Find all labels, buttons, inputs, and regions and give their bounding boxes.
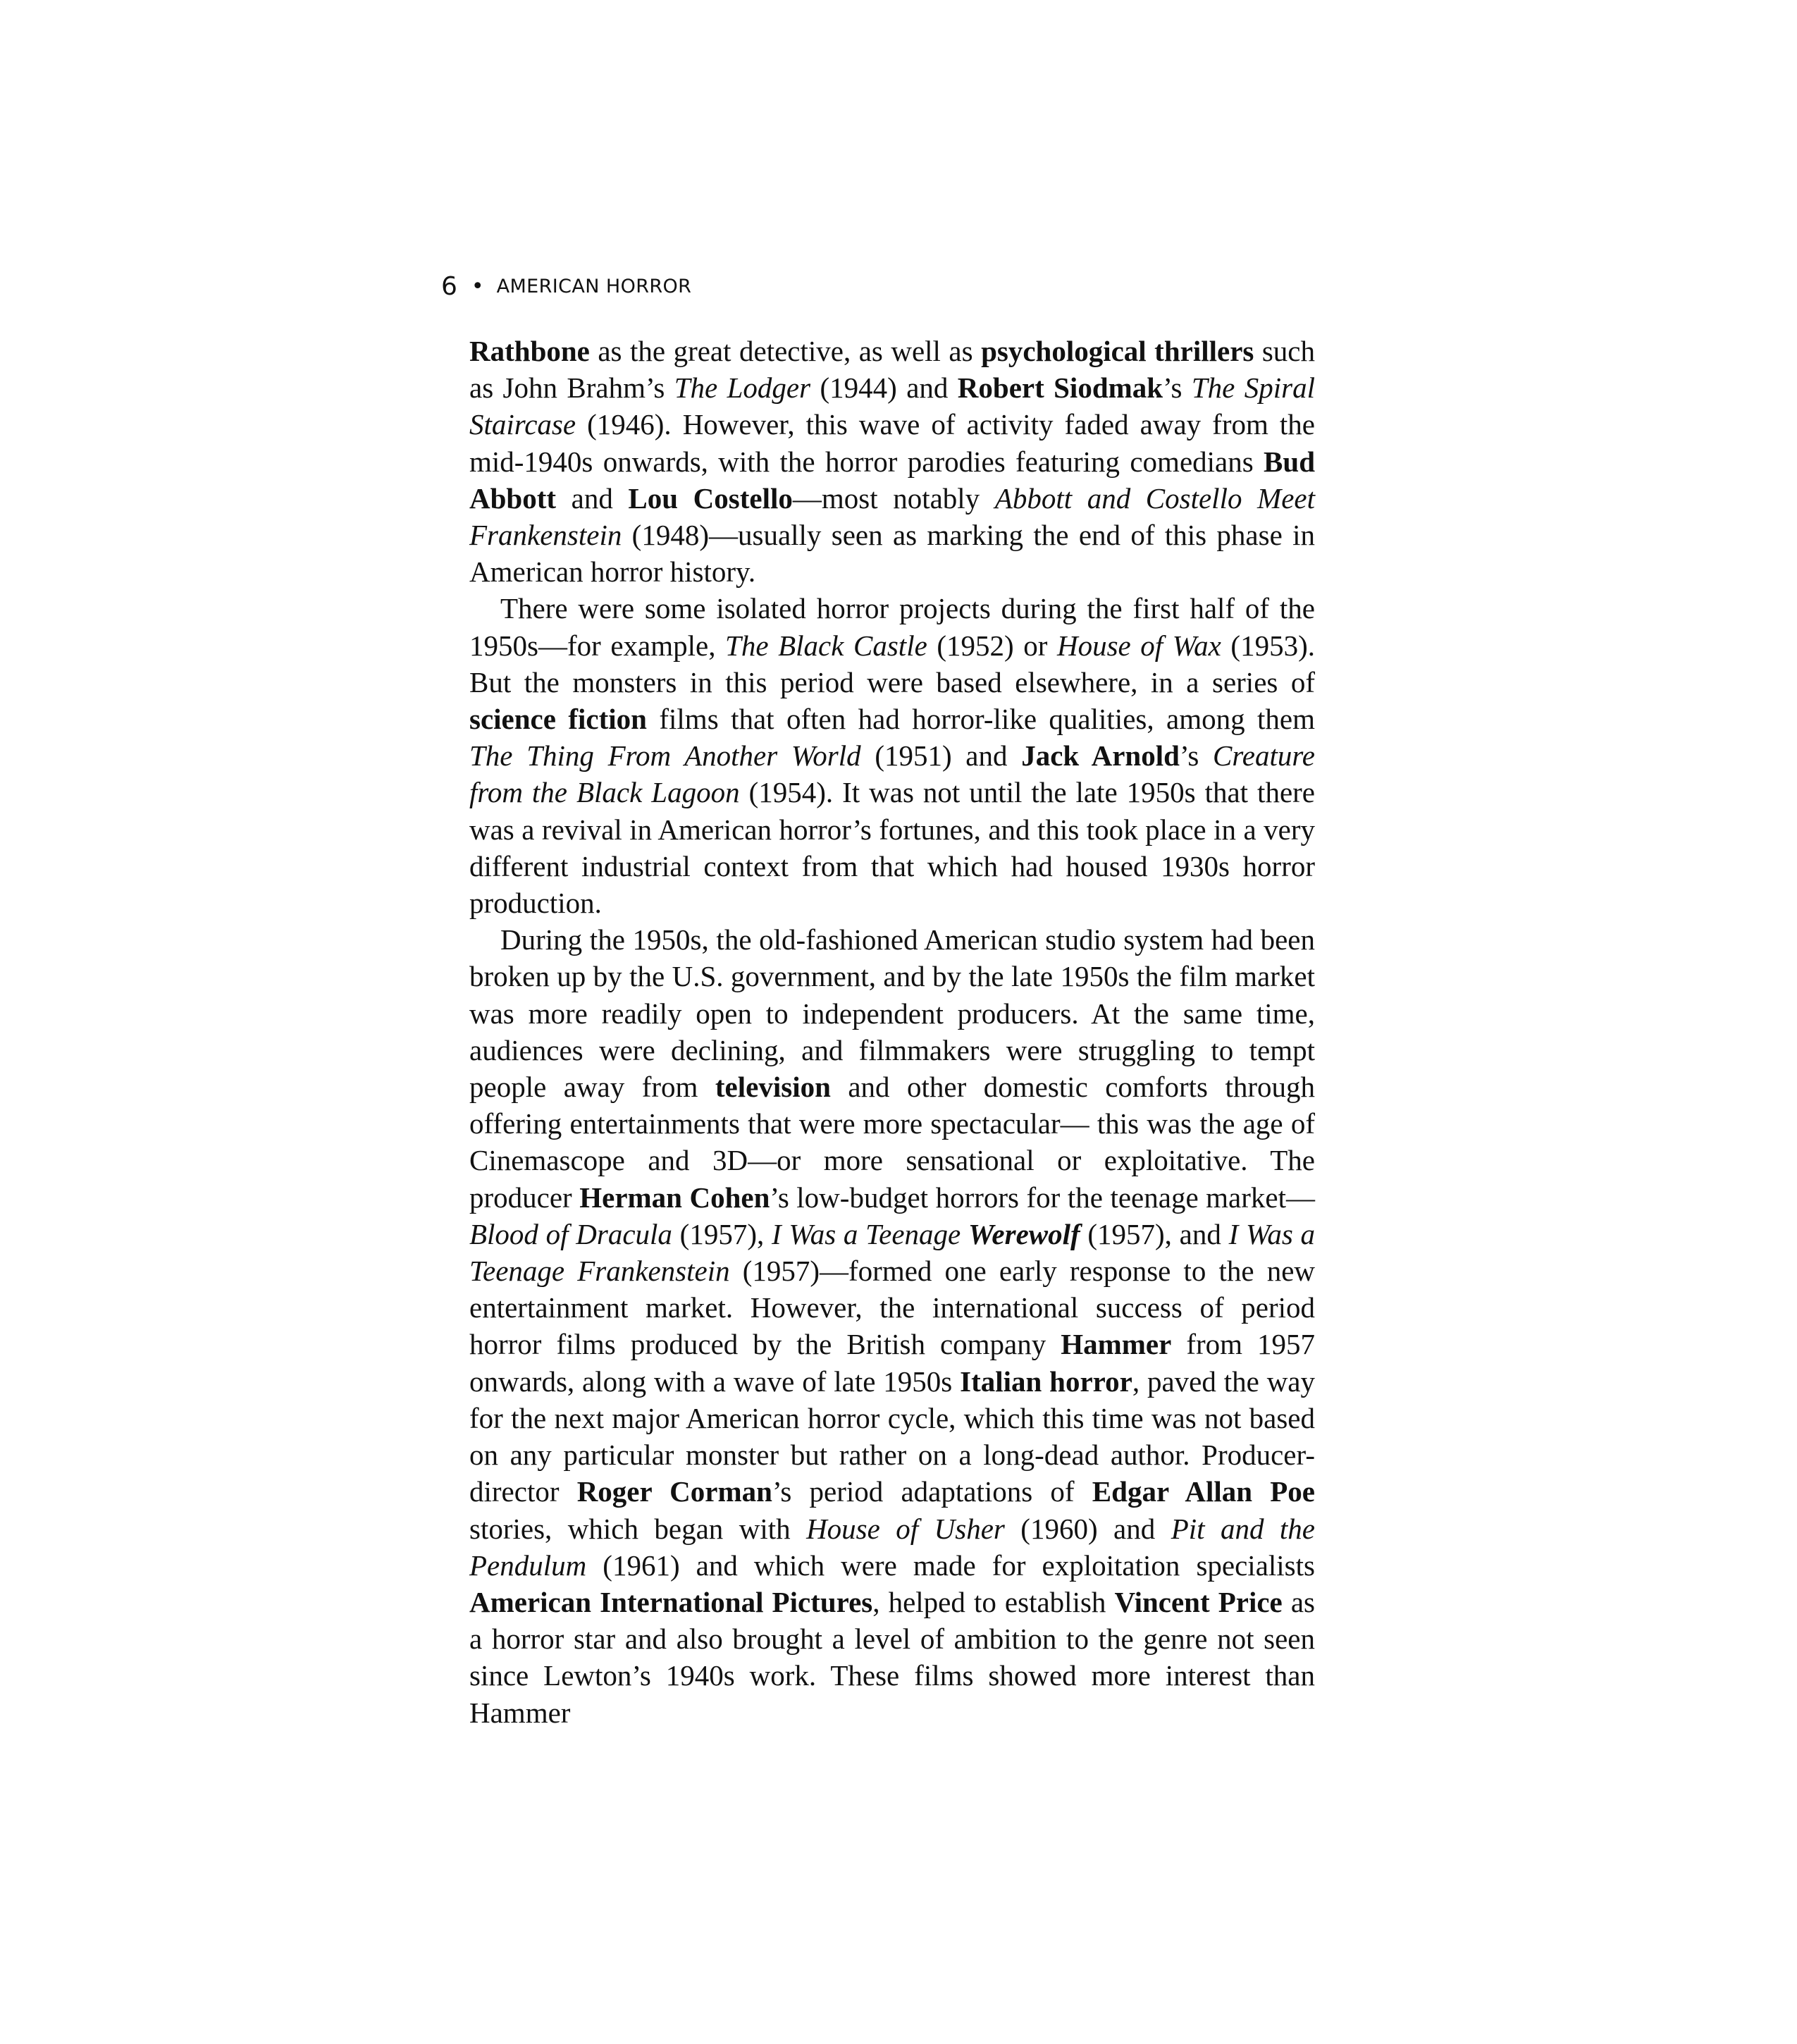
text-run: —most notably (792, 481, 995, 515)
paragraph-3 (469, 921, 1315, 1730)
bold-term: Robert Siodmak (957, 371, 1163, 405)
text-run: (1944) and (810, 371, 958, 405)
bold-term: Lou Costello (628, 481, 793, 515)
bold-term: Jack Arnold (1021, 739, 1180, 772)
text-run: ’s (1179, 739, 1213, 772)
bold-term: Edgar Allan Poe (1092, 1475, 1316, 1508)
italic-title: The Lodger (674, 371, 811, 405)
page-number: 6 (441, 272, 457, 301)
text-run: as a horror star and also brought a level of ambition to the genre not seen since Lewton’s 1940s work. These films showed more interest than Hammer (469, 1585, 1315, 1729)
bold-term: Hammer (1061, 1328, 1172, 1361)
italic-title: Blood of Dracula (469, 1217, 672, 1250)
bold-term: television (715, 1071, 831, 1104)
italic-title: House of Wax (1056, 629, 1221, 662)
text-run: ’s period adaptations of (772, 1475, 1092, 1508)
bold-term: Herman Cohen (579, 1181, 770, 1214)
text-run: (1960) and (1004, 1512, 1171, 1545)
bold-italic-term: Werewolf (968, 1217, 1080, 1250)
bold-term: Roger Corman (576, 1475, 772, 1508)
text-run: (1957), and (1080, 1217, 1229, 1250)
italic-title: The Thing From Another World (469, 739, 861, 772)
bold-term: Vincent Price (1114, 1585, 1283, 1618)
italic-title: I Was a Teenage (771, 1217, 961, 1250)
text-run: such as John Brahm’s (469, 335, 1315, 405)
paragraph-2 (469, 590, 1315, 921)
text-run: (1951) and (860, 739, 1022, 772)
text-run: , helped to establish (872, 1585, 1115, 1618)
text-run: films that often had horror-like qualities, among them (646, 703, 1315, 736)
text-run: (1946). However, this wave of activity faded away from the mid-1940s onwards, with the horror parodies featuring comedians (469, 408, 1315, 478)
text-run: (1957), (672, 1217, 772, 1250)
bold-term: Italian horror (960, 1365, 1132, 1398)
running-head-title: AMERICAN HORROR (496, 276, 692, 297)
italic-title: I Was a Teenage Frankenstein (469, 1217, 1316, 1288)
bold-term: science fiction (469, 703, 647, 736)
italic-title: House of Usher (806, 1512, 1005, 1545)
italic-title: The Spiral Staircase (469, 371, 1315, 441)
text-run: (1957)—formed one early response to the new entertainment market. However, the international success of period horror films produced by the British company (469, 1255, 1316, 1361)
body-text (469, 333, 1315, 1731)
text-run: (1953). But the monsters in this period were based elsewhere, in a series of (469, 629, 1315, 698)
italic-title: Pit and the Pendulum (469, 1512, 1315, 1582)
text-run: as the great detective, as well as (589, 335, 982, 367)
text-run: , paved the way for the next major American horror cycle, which this time was not based on any particular monster but rather on a long-dead author. Producer-director (469, 1365, 1315, 1508)
bold-term: psychological thrillers (981, 335, 1254, 367)
text-run: There were some isolated horror projects during the first half of the 1950s—for example, (469, 592, 1315, 662)
bold-term: Rathbone (469, 335, 590, 367)
bold-term: American International Pictures (469, 1585, 873, 1618)
running-head (441, 272, 691, 303)
italic-title: Creature from the Black Lagoon (469, 739, 1315, 809)
text-run: (1954). It was not until the late 1950s that there was a revival in American horror’s fortunes, and this took place in a very different industrial context from that which had housed 1930s horror production. (469, 776, 1315, 920)
text-run: and (556, 481, 629, 515)
text-run: (1961) and which were made for exploitation specialists (586, 1549, 1315, 1582)
text-run: (1948)—usually seen as marking the end of this phase in American horror history. (469, 519, 1315, 589)
text-run: ’s (1163, 371, 1192, 405)
text-run: ’s low-budget horrors for the teenage market— (770, 1181, 1315, 1214)
text-run: During the 1950s, the old-fashioned American studio system had been broken up by the U.S. government, and by the late 1950s the film market was more readily open to independent producers. At the same time, audiences were declining, and filmmakers were struggling to tempt people away from (469, 923, 1315, 1104)
text-run: (1952) or (927, 629, 1057, 662)
text-run: from 1957 onwards, along with a wave of late 1950s (469, 1328, 1316, 1398)
text-run: stories, which began with (469, 1512, 807, 1545)
paragraph-1 (469, 333, 1315, 590)
italic-title: The Black Castle (725, 629, 927, 662)
text-run: and other domestic comforts through offering entertainments that were more spectacular— this was the age of Cinemascope and 3D—or more sensational or exploitative. The producer (469, 1071, 1315, 1214)
italic-title: Abbott and Costello Meet Frankenstein (469, 481, 1315, 552)
text-run (961, 1218, 968, 1250)
bullet-separator: • (471, 274, 484, 299)
bold-term: Bud Abbott (469, 445, 1315, 515)
